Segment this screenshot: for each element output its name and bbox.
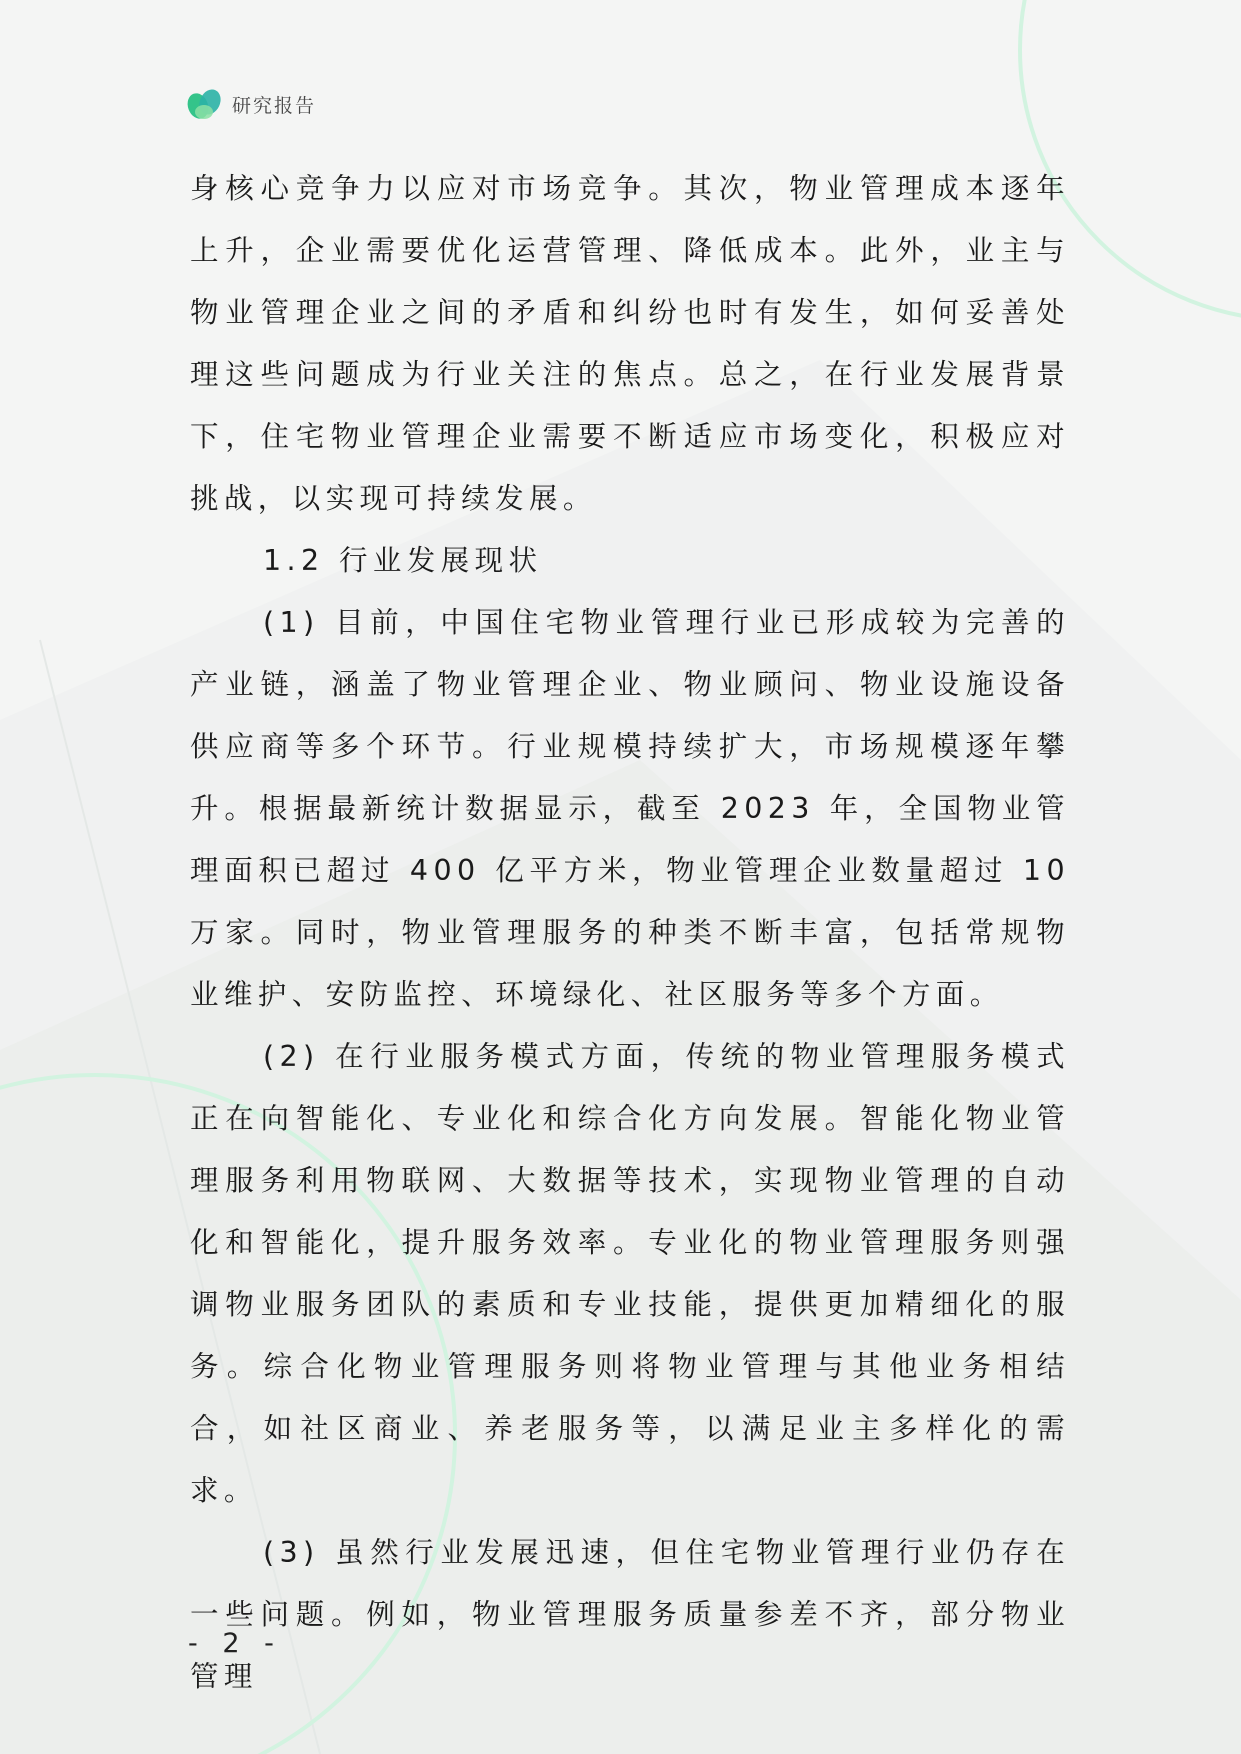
header-title: 研究报告 (232, 94, 317, 117)
section-heading: 1.2 行业发展现状 (263, 544, 543, 577)
paragraph-item-2: (2) 在行业服务模式方面，传统的物业管理服务模式正在向智能化、专业化和综合化方向发展。智能化物业管理服务利用物联网、大数据等技术，实现物业管理的自动化和智能化，提升服务效率。专业化的物业管理服务则强调物业服务团队的素质和专业技能，提供更加精细化的服务。综合化物业管理服务则将物业管理与其他业务相结合，如社区商业、养老服务等，以满足业主多样化的需求。 (190, 1040, 1070, 1507)
paragraph-item-3: (3) 虽然行业发展迅速，但住宅物业管理行业仍存在一些问题。例如，物业管理服务质量参差不齐，部分物业管理 (190, 1536, 1070, 1693)
paragraph-intro-continuation: 身核心竞争力以应对市场竞争。其次，物业管理成本逐年上升，企业需要优化运营管理、降低成本。此外，业主与物业管理企业之间的矛盾和纠纷也时有发生，如何妥善处理这些问题成为行业关注的焦点。总之，在行业发展背景下，住宅物业管理企业需要不断适应市场变化，积极应对挑战，以实现可持续发展。 (190, 172, 1070, 515)
document-header (186, 86, 316, 122)
paragraph-item-1: (1) 目前，中国住宅物业管理行业已形成较为完善的产业链，涵盖了物业管理企业、物业顾问、物业设施设备供应商等多个环节。行业规模持续扩大，市场规模逐年攀升。根据最新统计数据显示，截至 2023 年，全国物业管理面积已超过 400 亿平方米，物业管理企业数量超过 10 万家。同时，物业管理服务的种类不断丰富，包括常规物业维护、安防监控、环境绿化、社区服务等多个方面。 (190, 606, 1070, 1011)
document-body (190, 158, 1070, 1708)
green-leaf-logo-icon (186, 86, 222, 122)
page-number: - 2 - (188, 1628, 282, 1659)
